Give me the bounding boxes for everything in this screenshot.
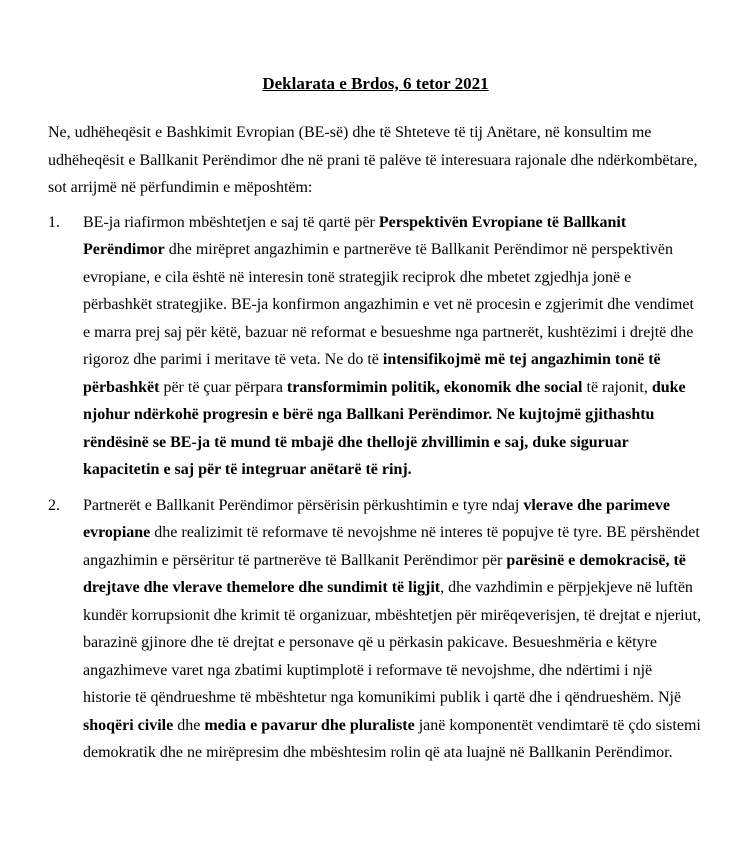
intro-paragraph: Ne, udhëheqësit e Bashkimit Evropian (BE-së) dhe të Shteteve të tij Anëtare, në konsultim me udhëheqësit e Ballkanit Perëndimor dhe në prani të palëve të interesuara rajonale dhe ndërkombëtare, sot arrijmë në përfundimin e mëposhtëm: bbox=[48, 124, 698, 196]
list-item bbox=[48, 492, 703, 767]
numbered-list bbox=[48, 209, 703, 767]
list-item-number: 1. bbox=[48, 213, 60, 231]
list-item-number: 2. bbox=[48, 496, 60, 514]
document-title: Deklarata e Brdos, 6 tetor 2021 bbox=[262, 74, 489, 93]
bold-text-run: vlerave dhe parimeve evropiane bbox=[83, 496, 670, 541]
text-run: dhe bbox=[173, 716, 205, 734]
text-run: Partnerët e Ballkanit Perëndimor përsërisin përkushtimin e tyre ndaj bbox=[83, 496, 524, 514]
list-item-text bbox=[83, 209, 703, 484]
list-item-text bbox=[83, 492, 703, 767]
bold-text-run: shoqëri civile bbox=[83, 716, 174, 734]
text-run: të rajonit, bbox=[582, 378, 652, 396]
text-run: dhe realizimit të reformave të nevojshme në interes të popujve të tyre. BE përshëndet angazhimin e përsëritur të partnerëve të Ballkanit Perëndimor për bbox=[83, 524, 700, 569]
text-run: , dhe vazhdimin e përpjekjeve në luftën kundër korrupsionit dhe krimit të organizuar, mbështetjen për mirëqeverisjen, të drejtat e njeriut, barazinë gjinore dhe të drejtat e personave që u përkasin pakicave. Besueshmëria e këtyre angazhimeve varet nga zbatimi kuptimplotë i reformave të nevojshme, dhe ndërtimi i një historie të qëndrueshme të mbështetur nga komunikimi publik i qartë dhe i qëndrueshëm. Një bbox=[83, 579, 701, 706]
list-item bbox=[48, 209, 703, 484]
bold-text-run: duke njohur ndërkohë progresin e bërë nga Ballkani Perëndimor. Ne kujtojmë gjithashtu rëndësinë se BE-ja të mund të mbajë dhe thellojë zhvillimin e saj, duke siguruar kapacitetin e saj për të integruar anëtarë të rinj. bbox=[83, 378, 686, 478]
bold-text-run: parësinë e demokracisë, të drejtave dhe vlerave themelore dhe sundimit të ligjit bbox=[83, 551, 686, 596]
bold-text-run: media e pavarur dhe pluraliste bbox=[204, 716, 415, 734]
text-run: për të çuar përpara bbox=[159, 378, 287, 396]
bold-text-run: Perspektivën Evropiane të Ballkanit Perëndimor bbox=[83, 213, 627, 258]
bold-text-run: transformimin politik, ekonomik dhe social bbox=[286, 378, 583, 396]
text-run: BE-ja riafirmon mbështetjen e saj të qartë për bbox=[83, 213, 379, 231]
text-run: dhe mirëpret angazhimin e partnerëve të Ballkanit Perëndimor në perspektivën evropiane, e cila është në interesin tonë strategjik reciprok dhe mbetet zgjedhja jonë e përbashkët strategjike. BE-ja konfirmon angazhimin e vet në procesin e zgjerimit dhe vendimet e marra prej saj për këtë, bazuar në reformat e besueshme nga partnerët, kushtëzimi i drejtë dhe rigoroz dhe parimi i meritave të veta. Ne do të bbox=[83, 241, 694, 368]
bold-text-run: intensifikojmë më tej angazhimin tonë të përbashkët bbox=[83, 351, 661, 396]
text-run: janë komponentët vendimtarë të çdo sistemi demokratik dhe ne mirëpresim dhe mbështesim rolin që ata luajnë në Ballkanin Perëndimor. bbox=[83, 716, 701, 761]
